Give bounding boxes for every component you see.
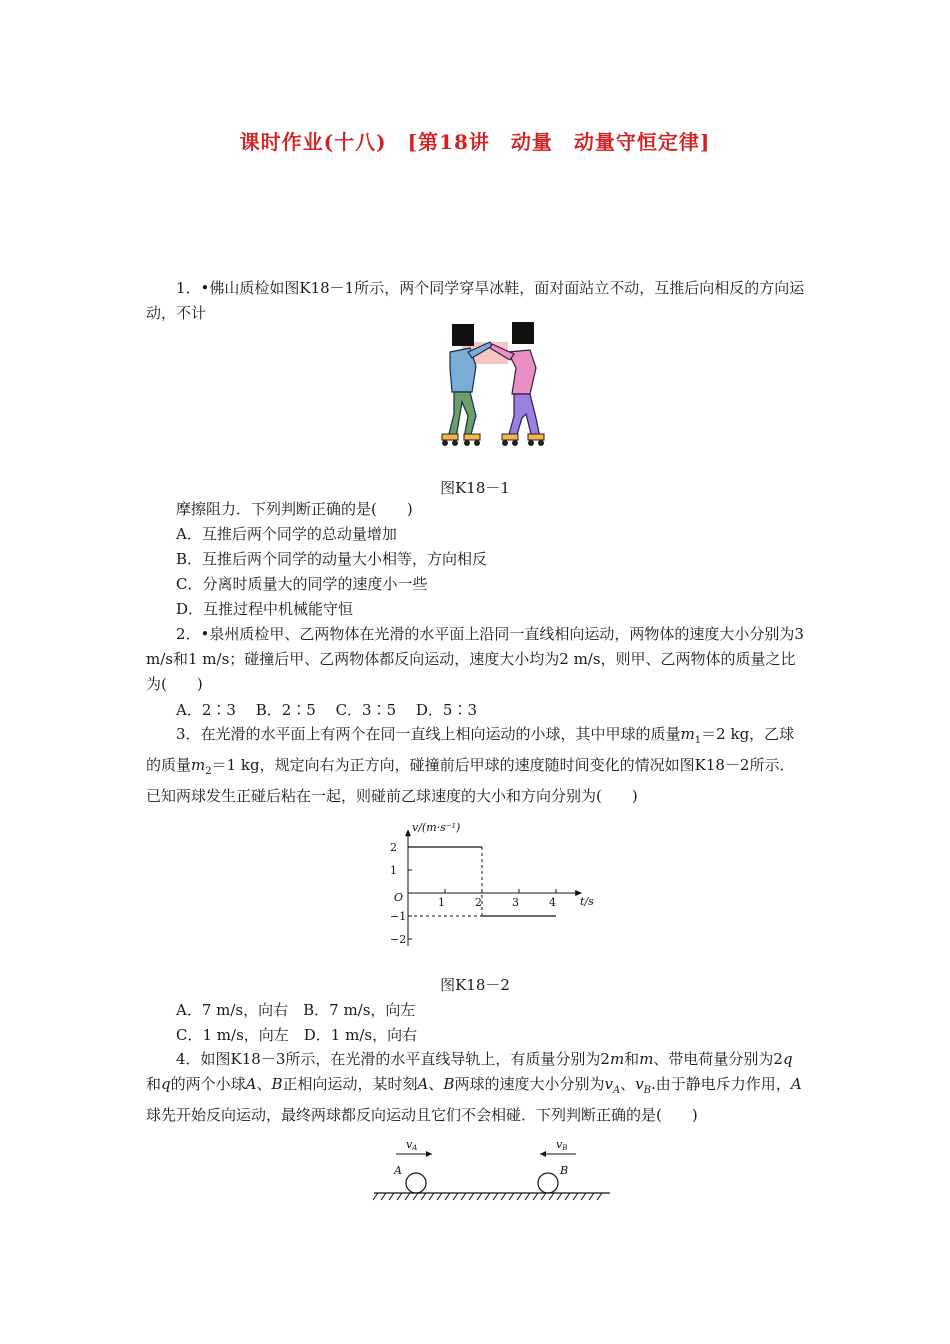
label-vA: vA: [406, 1138, 418, 1152]
chart-y-tick-label: 2: [390, 841, 397, 854]
q2-options: A．2∶3 B．2∶5 C．3∶5 D．5∶3: [176, 701, 478, 719]
q1-stem: 1．•佛山质检如图K18－1所示，两个同学穿旱冰鞋，面对面站立不动，互推后向相反的方向运动，不计: [146, 279, 805, 322]
rail-hatch-line: [469, 1193, 474, 1200]
rail-hatch-line: [541, 1193, 546, 1200]
q1-option-a: A．互推后两个同学的总动量增加: [176, 525, 397, 543]
label-vB: vB: [556, 1138, 568, 1152]
rail-hatch-line: [589, 1193, 594, 1200]
q1-option-c: C．分离时质量大的同学的速度小一些: [176, 575, 428, 593]
chart-x-tick-label: 4: [549, 896, 556, 909]
rail-hatch-line: [533, 1193, 538, 1200]
censor-block-left: [452, 324, 474, 346]
arrowhead-vB: [540, 1151, 546, 1157]
chart-x-tick-label: 2: [475, 896, 482, 909]
rail-hatch-line: [485, 1193, 490, 1200]
rail-hatch-line: [397, 1193, 402, 1200]
figure-k18-1-skaters: [436, 322, 552, 450]
rail-hatch-line: [549, 1193, 554, 1200]
rail-hatch-line: [565, 1193, 570, 1200]
figure-k18-2-vt-chart: [380, 815, 610, 965]
rail-hatch-line: [389, 1193, 394, 1200]
rail-hatch-line: [461, 1193, 466, 1200]
q1-option-d: D．互推过程中机械能守恒: [176, 600, 354, 618]
q3-stem: 3．在光滑的水平面上有两个在同一直线上相向运动的小球，其中甲球的质量$m_1=2$ kg，乙球的质量$m_2=1$ kg，规定向右为正方向，碰撞前后甲球的速度随时间变化的情况如图K18－2所示．已知两球发生正碰后粘在一起，则碰前乙球速度的大小和方向分别为( ): [146, 725, 795, 805]
figure-k18-2-caption: 图K18－2: [440, 976, 510, 994]
rail-hatch-line: [381, 1193, 386, 1200]
rail-hatch-line: [429, 1193, 434, 1200]
chart-ylabel: v/(m·s⁻¹): [412, 821, 461, 834]
ball-A-label: A: [394, 1164, 402, 1177]
chart-y-tick-label: −2: [390, 933, 407, 946]
rail-hatch-line: [597, 1193, 602, 1200]
rail-hatching: [373, 1193, 602, 1200]
ball-A: [406, 1173, 426, 1193]
q1-option-b: B．互推后两个同学的动量大小相等，方向相反: [176, 550, 488, 568]
rail-hatch-line: [517, 1193, 522, 1200]
chart-origin-label: O: [394, 891, 404, 904]
chart-xlabel: t/s: [580, 895, 594, 908]
ball-B: [538, 1173, 558, 1193]
page-title: 课时作业(十八) [第18讲 动量 动量守恒定律]: [239, 130, 711, 154]
chart-y-tick-label: −1: [390, 910, 407, 923]
figure-k18-1-caption: 图K18－1: [440, 479, 510, 497]
rail-hatch-line: [557, 1193, 562, 1200]
arrowhead-vA: [426, 1151, 432, 1157]
q3-options-cd: C．1 m/s，向左 D．1 m/s，向右: [176, 1026, 418, 1044]
figure-k18-3-rail: [370, 1138, 615, 1204]
q3-options-ab: A．7 m/s，向右 B．7 m/s，向左: [176, 1001, 416, 1019]
skater-right-legs: [508, 394, 540, 438]
q2-stem: 2．•泉州质检甲、乙两物体在光滑的水平面上沿同一直线相向运动，两物体的速度大小分别为3 m/s和1 m/s；碰撞后甲、乙两物体都反向运动，速度大小均为2 m/s，则甲、乙两物体的质量之比为( ): [146, 625, 804, 693]
rail-hatch-line: [437, 1193, 442, 1200]
rail-hatch-line: [413, 1193, 418, 1200]
chart-x-tick-label: 1: [438, 896, 445, 909]
rail-hatch-line: [453, 1193, 458, 1200]
ball-B-label: B: [560, 1164, 569, 1177]
rail-hatch-line: [373, 1193, 378, 1200]
rail-hatch-line: [493, 1193, 498, 1200]
chart-y-arrow: [405, 829, 411, 836]
censor-block-right: [512, 322, 534, 344]
chart-x-tick-label: 3: [512, 896, 519, 909]
rail-hatch-line: [581, 1193, 586, 1200]
rail-hatch-line: [405, 1193, 410, 1200]
chart-y-tick-label: 1: [390, 864, 397, 877]
q1-stem-continued: 摩擦阻力．下列判断正确的是( ): [176, 500, 413, 518]
rail-hatch-line: [573, 1193, 578, 1200]
rail-hatch-line: [421, 1193, 426, 1200]
rail-hatch-line: [509, 1193, 514, 1200]
rail-hatch-line: [525, 1193, 530, 1200]
rail-hatch-line: [477, 1193, 482, 1200]
rail-hatch-line: [501, 1193, 506, 1200]
skater-left-legs: [448, 392, 476, 438]
q4-stem: 4．如图K18－3所示，在光滑的水平直线导轨上，有质量分别为2m和m、带电荷量分别为2q和q的两个小球A、B正相向运动，某时刻A、B两球的速度大小分别为$v_A$、$v_B$.由于静电斥力作用，A球先开始反向运动，最终两球都反向运动且它们不会相碰．下列判断正确的是( ): [146, 1050, 802, 1124]
rail-hatch-line: [445, 1193, 450, 1200]
